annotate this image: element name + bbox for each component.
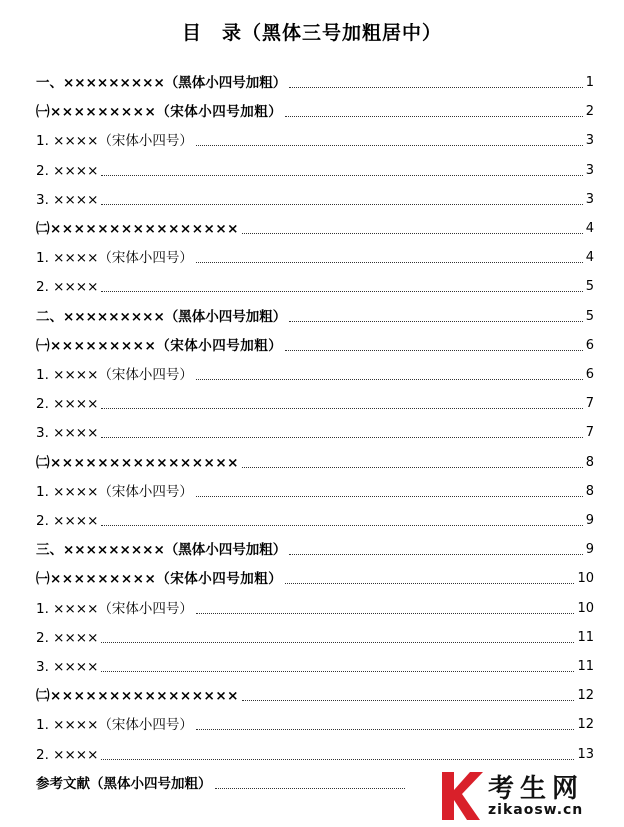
toc-entry-label: ㈡×××××××××××××××× (36, 454, 239, 471)
toc-leader-dots (215, 787, 406, 789)
toc-page-number: 2 (585, 104, 594, 120)
toc-page-number: 4 (585, 221, 594, 236)
toc-entry-label: 3. ×××× (36, 191, 99, 208)
toc-entry[interactable] (36, 771, 408, 793)
toc-entry[interactable] (36, 304, 594, 326)
zikaosw-watermark (440, 768, 616, 824)
toc-entry[interactable] (36, 187, 594, 209)
toc-entry[interactable] (36, 596, 594, 618)
toc-entry-label: ㈠×××××××××（宋体小四号加粗） (36, 337, 283, 354)
toc-leader-dots (289, 553, 582, 555)
toc-entry-label: 1. ××××（宋体小四号） (36, 250, 193, 267)
toc-leader-dots (101, 670, 574, 672)
toc-entry[interactable] (36, 712, 594, 734)
toc-entry-label: 1. ××××（宋体小四号） (36, 483, 193, 500)
toc-page-number: 5 (585, 308, 594, 324)
toc-entry-label: 1. ××××（宋体小四号） (36, 600, 193, 617)
toc-entry-label: 1. ××××（宋体小四号） (36, 133, 193, 150)
toc-page-number: 12 (577, 717, 594, 733)
toc-entry-label: ㈠×××××××××（宋体小四号加粗） (36, 571, 283, 588)
toc-entry[interactable] (36, 742, 594, 764)
toc-page-number: 8 (585, 454, 594, 470)
toc-leader-dots (101, 758, 574, 760)
toc-entry-label: 1. ××××（宋体小四号） (36, 717, 193, 734)
toc-entry-label: 二、×××××××××（黑体小四号加粗） (36, 308, 287, 325)
watermark-brand: 考生网 (488, 774, 585, 804)
toc-entry[interactable] (36, 654, 594, 676)
toc-entry-label: ㈡×××××××××××××××× (36, 688, 239, 705)
toc-entry-label: 2. ×××× (36, 162, 99, 179)
watermark-url: zikaosw.cn (488, 802, 584, 818)
toc-leader-dots (101, 641, 574, 643)
toc-page-number: 10 (577, 600, 594, 616)
toc-entry-label: 3. ×××× (36, 659, 99, 675)
toc-leader-dots (196, 728, 575, 730)
toc-page-number: 10 (577, 571, 594, 587)
toc-entry[interactable] (36, 128, 594, 150)
toc-page-number: 7 (585, 425, 594, 441)
toc-page-number: 11 (577, 629, 594, 645)
toc-leader-dots (289, 320, 582, 322)
toc-entry[interactable] (36, 391, 594, 413)
toc-page-number: 9 (585, 542, 594, 558)
toc-page-number: 9 (585, 513, 594, 528)
toc-page-number: 11 (577, 659, 594, 674)
toc-leader-dots (101, 203, 582, 205)
toc-entry[interactable] (36, 566, 594, 588)
toc-entry-label: 2. ×××× (36, 629, 99, 646)
toc-leader-dots (196, 495, 583, 497)
toc-leader-dots (285, 582, 574, 584)
toc-leader-dots (101, 407, 582, 409)
toc-entry[interactable] (36, 362, 594, 384)
toc-page-number: 1 (585, 75, 594, 90)
toc-entry[interactable] (36, 99, 594, 121)
toc-entry[interactable] (36, 450, 594, 472)
toc-entry[interactable] (36, 245, 594, 267)
toc-entry-label: 2. ×××× (36, 279, 99, 296)
toc-page-number: 3 (585, 133, 594, 149)
toc-page-number: 7 (585, 396, 594, 412)
page-title: 目 录（黑体三号加粗居中） (181, 22, 442, 44)
toc-page-number: 12 (577, 688, 594, 704)
toc-entry[interactable] (36, 333, 594, 355)
toc-leader-dots (196, 378, 583, 380)
toc-entry[interactable] (36, 216, 594, 238)
toc-entry-label: 1. ××××（宋体小四号） (36, 367, 193, 383)
toc-entry[interactable] (36, 274, 594, 296)
toc-page-number: 13 (577, 746, 594, 762)
toc-entry-label: ㈡×××××××××××××××× (36, 221, 239, 237)
toc-entry-label: 一、×××××××××（黑体小四号加粗） (36, 75, 287, 91)
toc-entry[interactable] (36, 158, 594, 180)
toc-leader-dots (101, 436, 582, 438)
toc-leader-dots (242, 232, 583, 234)
toc-entry[interactable] (36, 420, 594, 442)
toc-leader-dots (101, 174, 582, 176)
toc-entry[interactable] (36, 70, 594, 92)
toc-entry[interactable] (36, 479, 594, 501)
toc-page-number: 5 (585, 279, 594, 295)
toc-page-number: 6 (585, 367, 594, 382)
toc-page-number: 3 (585, 162, 594, 178)
toc-page-number: 3 (585, 191, 594, 207)
toc-leader-dots (196, 612, 575, 614)
k-logo-icon (440, 768, 484, 822)
toc-leader-dots (101, 524, 582, 526)
toc-leader-dots (242, 699, 574, 701)
toc-leader-dots (196, 261, 583, 263)
toc-page-number: 8 (585, 483, 594, 499)
toc-leader-dots (196, 144, 583, 146)
toc-entry[interactable] (36, 508, 594, 530)
toc-leader-dots (285, 115, 582, 117)
toc-page-number: 6 (585, 337, 594, 353)
toc-leader-dots (285, 349, 582, 351)
toc-leader-dots (242, 466, 583, 468)
toc-entry-label: 三、×××××××××（黑体小四号加粗） (36, 542, 287, 559)
toc-leader-dots (289, 86, 582, 88)
toc-leader-dots (101, 290, 582, 292)
toc-page-number: 4 (585, 250, 594, 266)
toc-entry-label: 2. ×××× (36, 396, 99, 413)
toc-entry[interactable] (36, 537, 594, 559)
toc-entry[interactable] (36, 625, 594, 647)
toc-entry-label: ㈠×××××××××（宋体小四号加粗） (36, 104, 283, 121)
toc-entry-label: 3. ×××× (36, 425, 99, 442)
toc-entry[interactable] (36, 683, 594, 705)
toc-entry-label: 2. ×××× (36, 513, 99, 529)
toc-entry-label: 参考文献（黑体小四号加粗） (36, 775, 212, 792)
toc-entry-label: 2. ×××× (36, 746, 99, 763)
